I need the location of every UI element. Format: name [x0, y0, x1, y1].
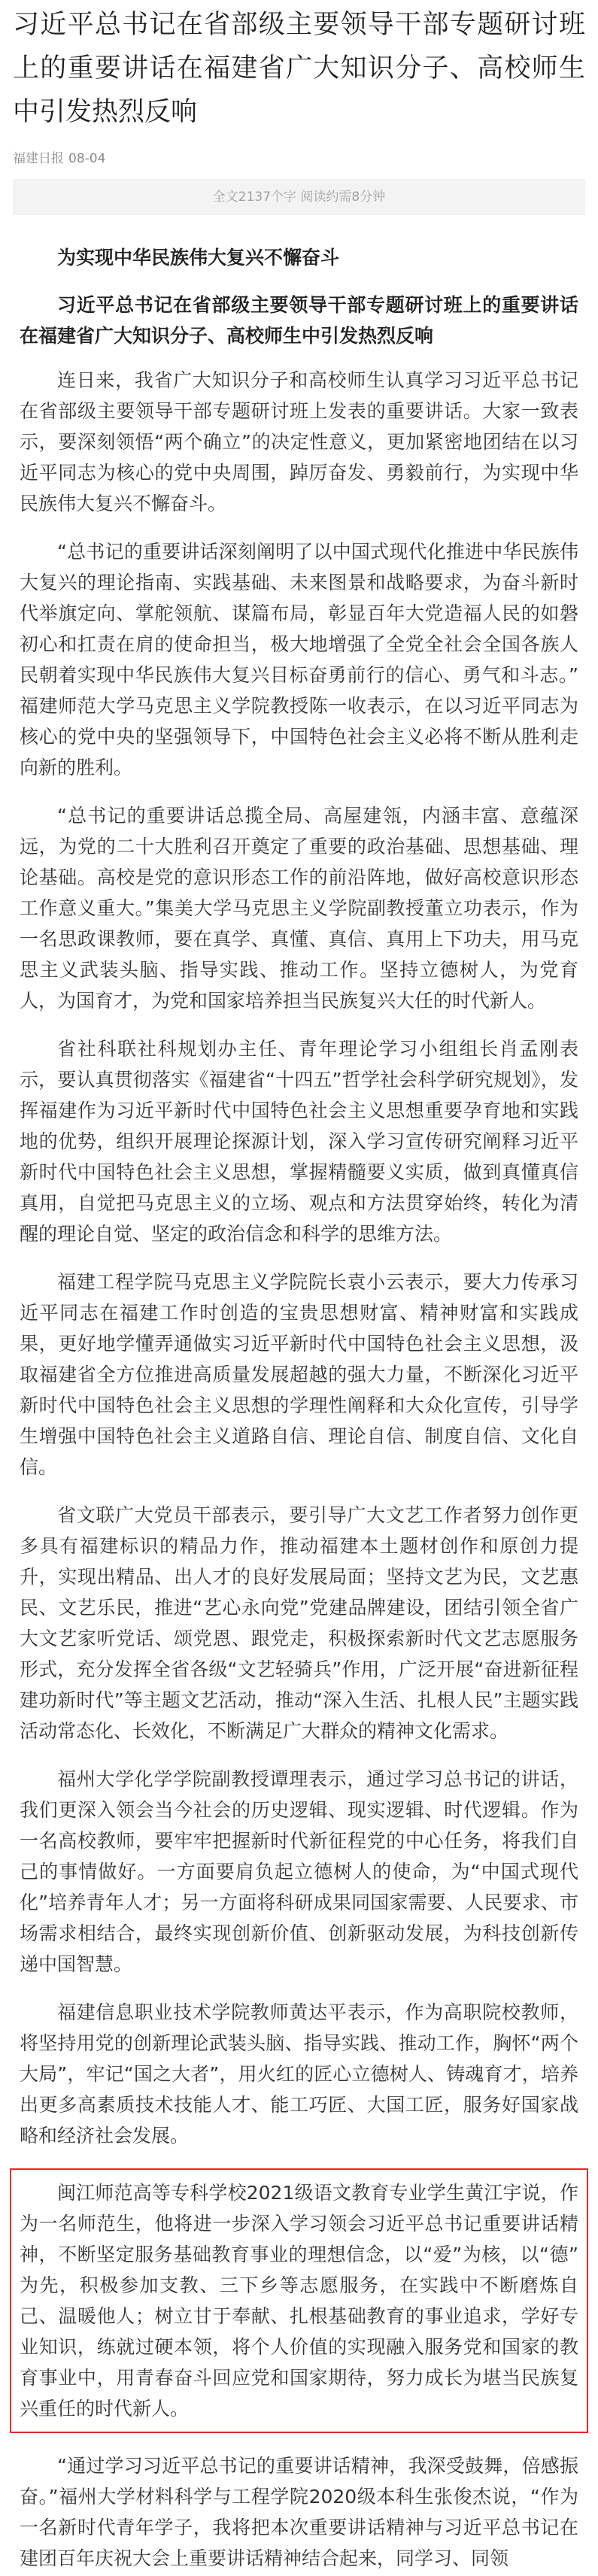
- article-paragraph: 福建信息职业技术学院教师黄达平表示，作为高职院校教师，将坚持用党的创新理论武装头脑、指导实践、推动工作，胸怀“两个大局”，牢记“国之大者”，用火红的匠心立德树人、铸魂育才，培养出更多高素质技术技能人才、能工巧匠、大国工匠，服务好国家战略和经济社会发展。: [20, 2001, 578, 2147]
- source-name: 福建日报: [13, 151, 64, 166]
- article-title: 习近平总书记在省部级主要领导干部专题研讨班上的重要讲话在福建省广大知识分子、高校师生中引发热烈反响: [13, 10, 585, 127]
- article-paragraph: 连日来，我省广大知识分子和高校师生认真学习习近平总书记在省部级主要领导干部专题研讨班上发表的重要讲话。大家一致表示，要深刻领悟“两个确立”的决定性意义，更加紧密地团结在以习近平同志为核心的党中央周围，踔厉奋发、勇毅前行，为实现中华民族伟大复兴不懈奋斗。: [20, 369, 578, 514]
- highlighted-quote-box: [10, 2168, 588, 2433]
- article-paragraph: “总书记的重要讲话深刻阐明了以中国式现代化推进中华民族伟大复兴的理论指南、实践基础、未来图景和战略要求，为奋斗新时代举旗定向、掌舵领航、谋篇布局，彰显百年大党造福人民的如磐初心和扛责在肩的使命担当，极大地增强了全党全社会全国各族人民朝着实现中华民族伟大复兴目标奋勇前行的信心、勇气和斗志。”福建师范大学马克思主义学院教授陈一收表示，在以习近平同志为核心的党中央的坚强领导下，中国特色社会主义必将不断从胜利走向新的胜利。: [20, 541, 578, 778]
- article-paragraph: 省文联广大党员干部表示，要引导广大文艺工作者努力创作更多具有福建标识的精品力作，推动福建本土题材创作和原创力提升，实现出精品、出人才的良好发展局面；坚持文艺为民，文艺惠民、文艺乐民，推进“艺心永向党”党建品牌建设，团结引领全省广大文艺家听党话、颂党恩、跟党走，积极探索新时代文艺志愿服务形式，充分发挥全省各级“文艺轻骑兵”作用，广泛开展“奋进新征程 建功新时代”等主题文艺活动，推动“深入生活、扎根人民”主题实践活动常态化、长效化，不断满足广大群众的精神文化需求。: [20, 1504, 578, 1742]
- article-paragraph: 省社科联社科规划办主任、青年理论学习小组组长肖孟刚表示，要认真贯彻落实《福建省“十四五”哲学社会科学研究规划》，发挥福建作为习近平新时代中国特色社会主义思想重要孕育地和实践地的优势，组织开展理论探源计划，深入学习宣传研究阐释习近平新时代中国特色社会主义思想，掌握精髓要义实质，做到真懂真信真用，自觉把马克思主义的立场、观点和方法贯穿始终，转化为清醒的理论自觉、坚定的政治信念和科学的思维方法。: [20, 1038, 578, 1245]
- article-paragraph: “总书记的重要讲话总揽全局、高屋建瓴，内涵丰富、意蕴深远，为党的二十大胜利召开奠定了重要的政治基础、思想基础、理论基础。高校是党的意识形态工作的前沿阵地，做好高校意识形态工作意义重大。”集美大学马克思主义学院副教授董立功表示，作为一名思政课教师，要在真学、真懂、真信、真用上下功夫，用马克思主义武装头脑、指导实践、推动工作。坚持立德树人，为党育人，为国育才，为党和国家培养担当民族复兴大任的时代新人。: [20, 805, 578, 1012]
- article-subheading: 习近平总书记在省部级主要领导干部专题研讨班上的重要讲话在福建省广大知识分子、高校师生中引发热烈反响: [20, 294, 578, 347]
- article-meta: [0, 147, 598, 170]
- article-paragraph: 福建工程学院马克思主义学院院长袁小云表示，要大力传承习近平同志在福建工作时创造的宝贵思想财富、精神财富和实践成果，更好地学懂弄通做实习近平新时代中国特色社会主义思想，汲取福建省全方位推进高质量发展超越的强大力量，不断深化习近平新时代中国特色社会主义思想的学理性阐释和大众化宣传，引导学生增强中国特色社会主义道路自信、理论自信、制度自信、文化自信。: [20, 1271, 578, 1478]
- article-paragraph: “通过学习习近平总书记的重要讲话精神，我深受鼓舞，倍感振奋。”福州大学材料科学与工程学院2020级本科生张俊杰说，“作为一名新时代青年学子，我将把本次重要讲话精神与习近平总书记在建团百年庆祝大会上重要讲话精神结合起来，同学习、同领: [20, 2455, 578, 2569]
- publish-date: 08-04: [68, 151, 106, 166]
- article-content: [0, 242, 598, 2574]
- section-heading: 为实现中华民族伟大复兴不懈奋斗: [57, 247, 340, 269]
- article-paragraph: 福州大学化学学院副教授谭理表示，通过学习总书记的讲话，我们更深入领会当今社会的历史逻辑、现实逻辑、时代逻辑。作为一名高校教师，要牢牢把握新时代新征程党的中心任务，将我们自己的事情做好。一方面要肩负起立德树人的使命，为“中国式现代化”培养青年人才；另一方面将科研成果同国家需要、人民要求、市场需求相结合，最终实现创新价值、创新驱动发展，为科技创新传递中国智慧。: [20, 1768, 578, 1975]
- reading-info-bar: 全文2137个字 阅读约需8分钟: [13, 179, 585, 215]
- highlighted-paragraph: 闽江师范高等专科学校2021级语文教育专业学生黄江宇说，作为一名师范生，他将进一步深入学习领会习近平总书记重要讲话精神，不断坚定服务基础教育事业的理想信念，以“爱”为核，以“德”为先，积极参加支教、三下乡等志愿服务，在实践中不断磨炼自己、温暖他人；树立甘于奉献、扎根基础教育的事业追求，学好专业知识，练就过硬本领，将个人价值的实现融入服务党和国家的教育事业中，用青春奋斗回应党和国家期待，努力成长为堪当民族复兴重任的时代新人。: [20, 2182, 578, 2420]
